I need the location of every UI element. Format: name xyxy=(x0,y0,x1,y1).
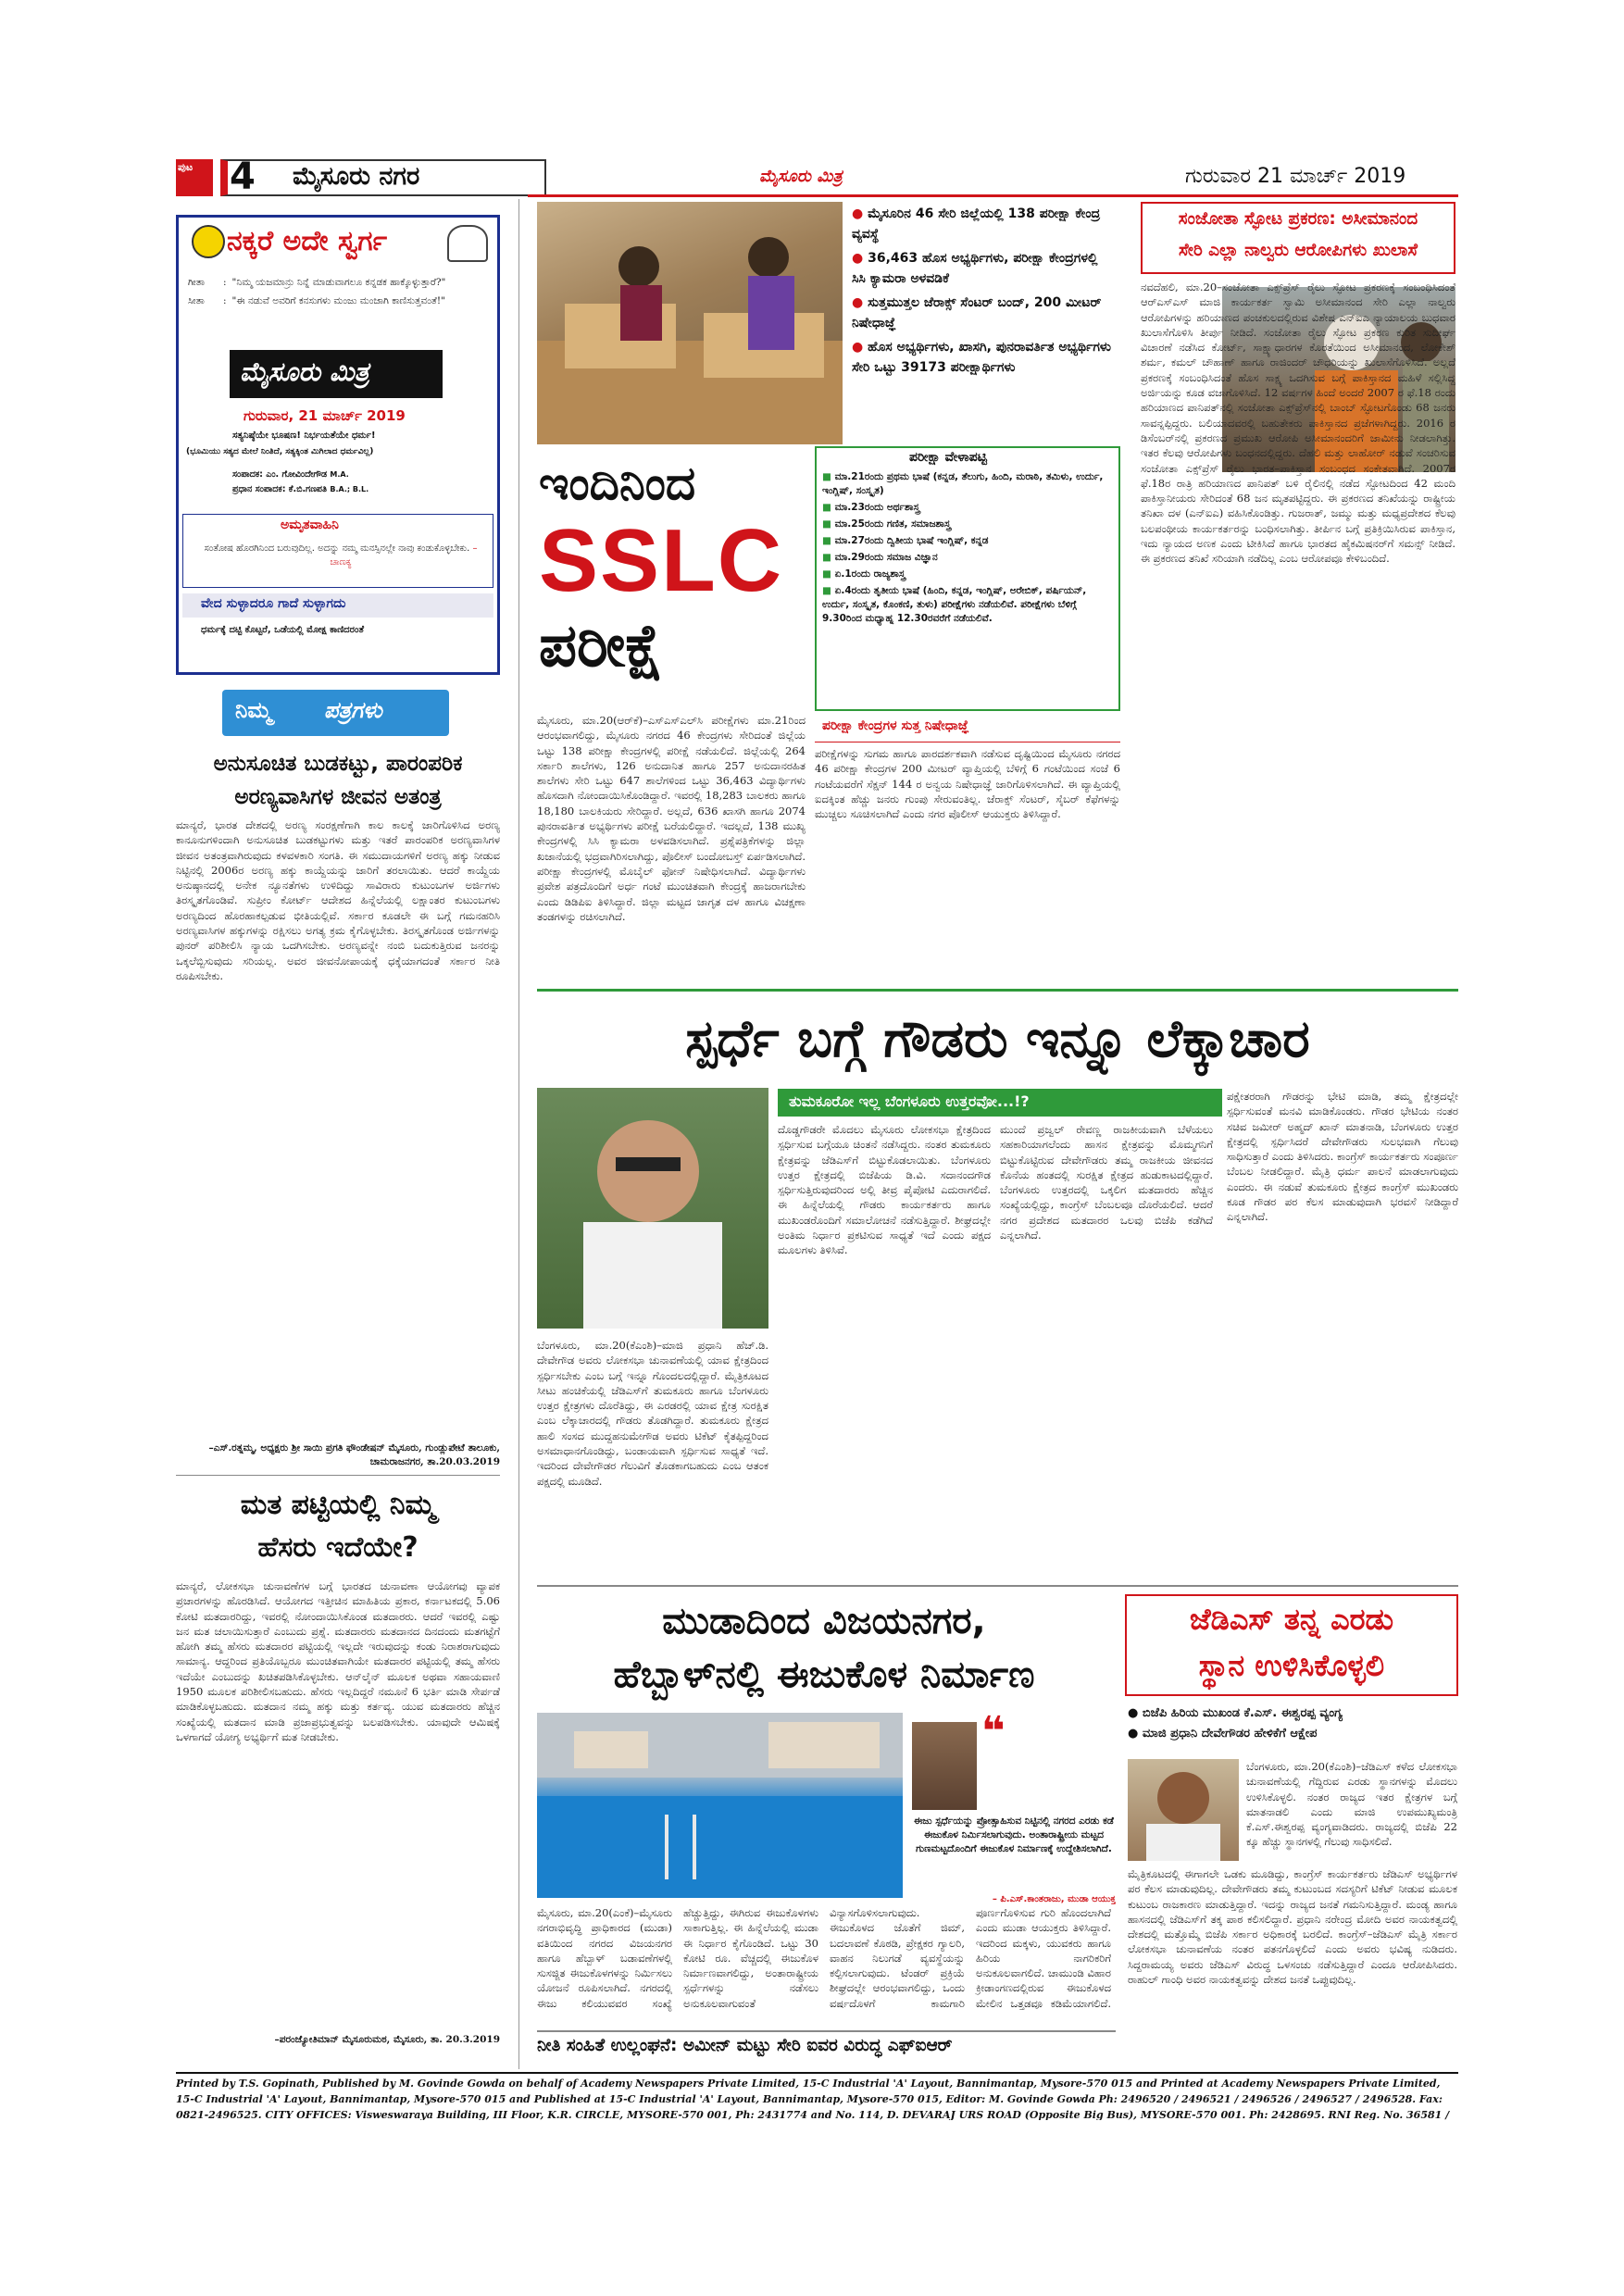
devegowda-photo xyxy=(537,1088,768,1329)
letters-divider xyxy=(176,1475,500,1476)
schedule-text: ಏ.1ರಂದು ರಾಜ್ಯಶಾಸ್ತ್ರ xyxy=(834,568,906,580)
letters-heading-1: ನಿಮ್ಮ xyxy=(235,697,272,723)
letters-column xyxy=(176,690,500,2065)
samjhauta-body: ನವದೆಹಲಿ, ಮಾ.20–ಸಂಜೋತಾ ಎಕ್ಸ್‌ಪ್ರೆಸ್ ರೈಲು ಸ್ಫೋಟ ಪ್ರಕರಣಕ್ಕೆ ಸಂಬಂಧಿಸಿದಂತೆ ಆರ್‌ಎಸ್‌ಎಸ್ ಮಾಜಿ ಕಾರ್ಯಕರ್ತ ಸ್ವಾಮಿ ಅಸೀಮಾನಂದ ಸೇರಿ ಎಲ್ಲಾ ನಾಲ್ವರು ಆರೋಪಿಗಳನ್ನು ಹರಿಯಾಣದ ಪಂಚಕುಲದಲ್ಲಿರುವ ವಿಶೇಷ ಎನ್‌ಐಎ ನ್ಯಾಯಾಲಯ ಬುಧವಾರ ಖುಲಾಸೆಗೊಳಿಸಿ ತೀರ್ಪು ನೀಡಿದೆ. ಸಂಜೋತಾ ರೈಲು ಸ್ಫೋಟ ಪ್ರಕರಣ ಕುರಿತ ಸುದೀರ್ಘ ವಿಚಾರಣೆ ನಡೆಸಿದ ಕೋರ್ಟ್, ಸಾಕ್ಷ್ಯಾಧಾರಗಳ ಕೊರತೆಯಿಂದ ಅಸೀಮಾನಂದ, ಲೋಕೇಶ್ ಶರ್ಮ, ಕಮಲ್ ಚೌಹಾಣ್ ಹಾಗೂ ರಾಜಿಂದರ್ ಚೌಧರಿಯನ್ನು ಖುಲಾಸೆಗೊಳಿಸಿದೆ. ಅಲ್ಲದೆ ಪ್ರಕರಣಕ್ಕೆ ಸಂಬಂಧಿಸಿದಂತೆ ಹೊಸ ಸಾಕ್ಷ್ಯ ಒದಗಿಸುವ ಬಗ್ಗೆ ಪಾಕಿಸ್ತಾನದ ಮಹಿಳೆ ಸಲ್ಲಿಸಿದ್ದ ಅರ್ಜಿಯನ್ನು ಕೂಡ ವಜಾಗೊಳಿಸಿದೆ. 12 ವರ್ಷಗಳ ಹಿಂದೆ ಅಂದರೆ 2007 ರ ಫೆ.18 ರಂದು ಹರಿಯಾಣದ ಪಾನಿಪತ್‌ನಲ್ಲಿ ಸಂಜೋತಾ ಎಕ್ಸ್‌ಪ್ರೆಸ್‌ನಲ್ಲಿ ಬಾಂಬ್ ಸ್ಫೋಟಗೊಂಡು 68 ಜನರು ಸಾವನ್ನಪ್ಪಿದ್ದರು. ಬಲಿಯಾದವರಲ್ಲಿ ಬಹುತೇಕರು ಪಾಕಿಸ್ತಾನದ ಪ್ರಜೆಗಳಾಗಿದ್ದರು. 2016 ರ ಡಿಸೆಂಬರ್‌ನಲ್ಲಿ ಪ್ರಕರಣದ ಪ್ರಮುಖ ಆರೋಪಿ ಅಸೀಮಾನಂದರಿಗೆ ಜಾಮೀನು ನೀಡಲಾಗಿತ್ತು. ಇತರ ಕೆಲವು ಆರೋಪಿಗಳು ಬಂಧನದಲ್ಲಿದ್ದರು. ದೆಹಲಿ ಮತ್ತು ಲಾಹೋರ್ ನಡುವೆ ಸಂಚರಿಸುವ ಸಂಜೋತಾ ಎಕ್ಸ್‌ಪ್ರೆಸ್ ರೈಲು ಭಾರತ–ಪಾಕಿಸ್ತಾನ ಸಂಬಂಧದ ಸಂಕೇತವಾಗಿದೆ. 2007ರ ಫೆ.18ರ ರಾತ್ರಿ ಹರಿಯಾಣದ ಪಾನಿಪತ್ ಬಳಿ ರೈಲಿನಲ್ಲಿ ನಡೆದ ಸ್ಫೋಟದಿಂದ 42 ಮಂದಿ ಪಾಕಿಸ್ತಾನೀಯರು ಸೇರಿದಂತೆ 68 ಜನ ಮೃತಪಟ್ಟಿದ್ದರು. ಈ ಪ್ರಕರಣದ ತನಿಖೆಯನ್ನು ರಾಷ್ಟ್ರೀಯ ತನಿಖಾ ದಳ (ಎನ್‌ಐಎ) ವಹಿಸಿಕೊಂಡಿತ್ತು. ಗುಜರಾತ್, ಜಮ್ಮು ಮತ್ತು ಮಧ್ಯಪ್ರದೇಶದ ಕೆಲವು ಬಲಪಂಥೀಯ ಕಾರ್ಯಕರ್ತರನ್ನು ಬಂಧಿಸಲಾಗಿತ್ತು. ತೀರ್ಪಿನ ಬಗ್ಗೆ ಪ್ರತಿಕ್ರಿಯಿಸಿರುವ ಪಾಕಿಸ್ತಾನ, ಇದು ನ್ಯಾಯದ ಅಣಕ ಎಂದು ಟೀಕಿಸಿದೆ ಹಾಗೂ ಭಾರತದ ಹೈಕಮಿಷನರ್‌ಗೆ ಸಮನ್ಸ್ ನೀಡಿದೆ. ಈ ಪ್ರಕರಣದ ತನಿಖೆ ಸರಿಯಾಗಿ ನಡೆದಿಲ್ಲ ಎಂಬ ಆರೋಪವೂ ಕೇಳಿಬಂದಿದೆ. xyxy=(1141,281,1455,566)
chief-editor-line xyxy=(232,484,369,494)
schedule-list xyxy=(822,470,1115,626)
schedule-item: ■ ಮಾ.25ರಂದು ಗಣಿತ, ಸಮಾಜಶಾಸ್ತ್ರ xyxy=(822,518,951,530)
muda-quote: ಈಜು ಸ್ಪರ್ಧೆಯನ್ನು ಪ್ರೋತ್ಸಾಹಿಸುವ ನಿಟ್ಟಿನಲ್ಲಿ ನಗರದ ಎರಡು ಕಡೆ ಈಜುಕೊಳ ನಿರ್ಮಿಸಲಾಗುವುದು. ಅಂತಾರಾಷ್ಟ್ರೀಯ ಮಟ್ಟದ ಗುಣಮಟ್ಟದೊಂದಿಗೆ ಈಜುಕೊಳ ನಿರ್ಮಾಣಕ್ಕೆ ಉದ್ದೇಶಿಸಲಾಗಿದೆ. xyxy=(914,1816,1114,1854)
letter2-title-line: ಹೆಸರು ಇದೆಯೇ? xyxy=(257,1531,418,1564)
jds-body-1: ಬೆಂಗಳೂರು, ಮಾ.20(ಕೆಎಂಶಿ)–ಜೆಡಿಎಸ್ ಕಳೆದ ಲೋಕಸಭಾ ಚುನಾವಣೆಯಲ್ಲಿ ಗೆದ್ದಿರುವ ಎರಡು ಸ್ಥಾನಗಳನ್ನು ಮೊದಲು ಉಳಿಸಿಕೊಳ್ಳಲಿ. ನಂತರ ರಾಜ್ಯದ ಇತರ ಕ್ಷೇತ್ರಗಳ ಬಗ್ಗೆ ಮಾತನಾಡಲಿ ಎಂದು ಮಾಜಿ ಉಪಮುಖ್ಯಮಂತ್ರಿ ಕೆ.ಎಸ್.ಈಶ್ವರಪ್ಪ ವ್ಯಂಗ್ಯವಾಡಿದರು. ರಾಜ್ಯದಲ್ಲಿ ಬಿಜೆಪಿ 22 ಕ್ಕೂ ಹೆಚ್ಚು ಸ್ಥಾನಗಳಲ್ಲಿ ಗೆಲುವು ಸಾಧಿಸಲಿದೆ. xyxy=(1246,1760,1457,1849)
jds-bullet: ● ಮಾಜಿ ಪ್ರಧಾನಿ ದೇವೇಗೌಡರ ಹೇಳಿಕೆಗೆ ಆಕ್ಷೇಪ xyxy=(1128,1727,1318,1741)
joke-sep: : xyxy=(223,277,227,288)
sslc-side-body: ಪರೀಕ್ಷೆಗಳನ್ನು ಸುಗಮ ಹಾಗೂ ಪಾರದರ್ಶಕವಾಗಿ ನಡೆಸುವ ದೃಷ್ಟಿಯಿಂದ ಮೈಸೂರು ನಗರದ 46 ಪರೀಕ್ಷಾ ಕೇಂದ್ರಗಳ 200 ಮೀಟರ್ ವ್ಯಾಪ್ತಿಯಲ್ಲಿ ಬೆಳಿಗ್ಗೆ 6 ಗಂಟೆಯಿಂದ ಸಂಜೆ 6 ಗಂಟೆಯವರೆಗೆ ಸೆಕ್ಷನ್ 144 ರ ಅನ್ವಯ ನಿಷೇಧಾಜ್ಞೆ ಜಾರಿಗೊಳಿಸಲಾಗಿದೆ. ಈ ವ್ಯಾಪ್ತಿಯಲ್ಲಿ ಐದಕ್ಕಿಂತ ಹೆಚ್ಚು ಜನರು ಗುಂಪು ಸೇರುವಂತಿಲ್ಲ. ಜೆರಾಕ್ಸ್ ಸೆಂಟರ್, ಸೈಬರ್ ಕೆಫೆಗಳನ್ನು ಮುಚ್ಚಲು ಸೂಚಿಸಲಾಗಿದೆ ಎಂದು ನಗರ ಪೊಲೀಸ್ ಆಯುಕ್ತರು ತಿಳಿಸಿದ್ದಾರೆ. xyxy=(815,747,1120,821)
sslc-bullet-text: ಸುತ್ತಮುತ್ತಲ ಜೆರಾಕ್ಸ್ ಸೆಂಟರ್ ಬಂದ್, 200 ಮೀಟರ್ ನಿಷೇಧಾಜ್ಞೆ xyxy=(852,295,1102,331)
exam-hall-illustration xyxy=(537,202,843,444)
gowda-body-3: ಮುಂದೆ ಪ್ರಜ್ವಲ್ ರೇವಣ್ಣ ರಾಜಕೀಯವಾಗಿ ಬೆಳೆಯಲು ಸಹಕಾರಿಯಾಗಲೆಂದು ಹಾಸನ ಕ್ಷೇತ್ರವನ್ನು ಮೊಮ್ಮಗನಿಗೆ ಬಿಟ್ಟುಕೊಟ್ಟಿರುವ ದೇವೇಗೌಡರು ತಮ್ಮ ರಾಜಕೀಯ ಜೀವನದ ಕೊನೆಯ ಹಂತದಲ್ಲಿ ಸುರಕ್ಷಿತ ಕ್ಷೇತ್ರದ ಹುಡುಕಾಟದಲ್ಲಿದ್ದಾರೆ. ಬೆಂಗಳೂರು ಉತ್ತರದಲ್ಲಿ ಒಕ್ಕಲಿಗ ಮತದಾರರು ಹೆಚ್ಚಿನ ಸಂಖ್ಯೆಯಲ್ಲಿದ್ದು, ಕಾಂಗ್ರೆಸ್ ಬೆಂಬಲವೂ ದೊರೆಯಲಿದೆ. ಆದರೆ ನಗರ ಪ್ರದೇಶದ ಮತದಾರರ ಒಲವು ಬಿಜೆಪಿ ಕಡೆಗಿದೆ ಎನ್ನಲಾಗಿದೆ. xyxy=(1000,1123,1213,1242)
joke-lines xyxy=(188,275,489,308)
jds-bullets xyxy=(1128,1703,1456,1744)
sslc-bullet-text: 36,463 ಹೊಸ ಅಭ್ಯರ್ಥಿಗಳು, ಪರೀಕ್ಷಾ ಕೇಂದ್ರಗಳಲ್ಲಿ ಸಿಸಿ ಕ್ಯಾಮರಾ ಅಳವಡಿಕೆ xyxy=(852,251,1098,286)
eshwarappa-illustration xyxy=(1128,1759,1239,1861)
section-rule xyxy=(537,1585,1458,1587)
samjhauta-headline-line: ಸೇರಿ ಎಲ್ಲಾ ನಾಲ್ವರು ಆರೋಪಿಗಳು ಖುಲಾಸೆ xyxy=(1179,241,1418,260)
quote-text: ಸಂತೋಷ ಹೊರಗಿನಿಂದ ಬರುವುದಿಲ್ಲ. ಅದನ್ನು ನಮ್ಮ ಮನಸ್ಸಿನಲ್ಲೇ ನಾವು ಕಂಡುಕೊಳ್ಳಬೇಕು. xyxy=(204,543,470,554)
box-date: ಗುರುವಾರ, 21 ಮಾರ್ಚ್ 2019 xyxy=(244,407,406,424)
laugh-emoji-icon xyxy=(192,225,225,258)
sslc-bullet: ● ಸುತ್ತಮುತ್ತಲ ಜೆರಾಕ್ಸ್ ಸೆಂಟರ್ ಬಂದ್, 200 ಮೀಟರ್ ನಿಷೇಧಾಜ್ಞೆ xyxy=(852,295,1102,331)
schedule-item: ■ ಏ.1ರಂದು ರಾಜ್ಯಶಾಸ್ತ್ರ xyxy=(822,568,906,580)
paper-logo-small: ಮೈಸೂರು ಮಿತ್ರ xyxy=(759,167,843,186)
editor-name: ಸಂಪಾದಕ: ಎಂ. ಗೋವಿಂದೇಗೌಡ xyxy=(232,469,328,480)
sslc-bullet-text: ಮೈಸೂರಿನ 46 ಸೇರಿ ಜಿಲ್ಲೆಯಲ್ಲಿ 138 ಪರೀಕ್ಷಾ ಕೇಂದ್ರ ವ್ಯವಸ್ಥೆ xyxy=(852,206,1101,242)
sslc-bullet: ● ಮೈಸೂರಿನ 46 ಸೇರಿ ಜಿಲ್ಲೆಯಲ್ಲಿ 138 ಪರೀಕ್ಷಾ ಕೇಂದ್ರ ವ್ಯವಸ್ಥೆ xyxy=(852,206,1101,242)
joke-line xyxy=(188,275,489,290)
eshwarappa-photo xyxy=(1128,1759,1239,1861)
schedule-title: ಪರೀಕ್ಷಾ ವೇಳಾಪಟ್ಟಿ xyxy=(909,450,987,465)
schedule-text: ಮಾ.29ರಂದು ಸಮಾಜ ವಿಜ್ಞಾನ xyxy=(834,552,938,563)
schedule-text: ಮಾ.21ರಂದು ಪ್ರಥಮ ಭಾಷೆ (ಕನ್ನಡ, ತೆಲುಗು, ಹಿಂದಿ, ಮರಾಠಿ, ತಮಿಳು, ಉರ್ದು, ಇಂಗ್ಲಿಷ್, ಸಂಸ್ಕೃತ) xyxy=(822,471,1104,496)
letter1-sign: –ಎಸ್.ರತ್ನಮ್ಮ, ಅಧ್ಯಕ್ಷರು ಶ್ರೀ ಸಾಯಿ ಪ್ರಗತಿ ಫೌಂಡೇಷನ್ ಮೈಸೂರು, ಗುಂಡ್ಲುಪೇಟೆ ತಾಲೂಕು, ಚಾಮರಾಜನಗರ, ತಾ.20.03.2019 xyxy=(208,1442,500,1467)
letter1-title xyxy=(176,747,500,814)
proverb-title: ವೇದ ಸುಳ್ಳಾದರೂ ಗಾದೆ ಸುಳ್ಳಾಗದು xyxy=(201,596,346,611)
letter1-title-line: ಅನುಸೂಚಿತ ಬುಡಕಟ್ಟು, ಪಾರಂಪರಿಕ xyxy=(213,752,463,776)
joke-speaker: ಸೀತಾ xyxy=(188,295,205,306)
schedule-text: ಮಾ.27ರಂದು ದ್ವಿತೀಯ ಭಾಷೆ ಇಂಗ್ಲಿಷ್, ಕನ್ನಡ xyxy=(834,535,989,546)
editor-qual: M.A. xyxy=(330,470,349,479)
letter2-title-line: ಮತ ಪಟ್ಟಿಯಲ್ಲಿ ನಿಮ್ಮ xyxy=(240,1489,436,1521)
gowda-body-2: ದೊಡ್ಡಗೌಡರೇ ಮೊದಲು ಮೈಸೂರು ಲೋಕಸಭಾ ಕ್ಷೇತ್ರದಿಂದ ಸ್ಪರ್ಧಿಸುವ ಬಗ್ಗೆಯೂ ಚಿಂತನೆ ನಡೆಸಿದ್ದರು. ನಂತರ ತುಮಕೂರು ಕ್ಷೇತ್ರವನ್ನು ಜೆಡಿಎಸ್‌ಗೆ ಬಿಟ್ಟುಕೊಡಲಾಯಿತು. ಬೆಂಗಳೂರು ಉತ್ತರ ಕ್ಷೇತ್ರದಲ್ಲಿ ಬಿಜೆಪಿಯ ಡಿ.ವಿ. ಸದಾನಂದಗೌಡ ಸ್ಪರ್ಧಿಸುತ್ತಿರುವುದರಿಂದ ಅಲ್ಲಿ ತೀವ್ರ ಪೈಪೋಟಿ ಎದುರಾಗಲಿದೆ. ಈ ಹಿನ್ನೆಲೆಯಲ್ಲಿ ಗೌಡರು ಕಾರ್ಯಕರ್ತರು ಹಾಗೂ ಮುಖಂಡರೊಂದಿಗೆ ಸಮಾಲೋಚನೆ ನಡೆಸುತ್ತಿದ್ದಾರೆ. ಶೀಘ್ರದಲ್ಲೇ ಅಂತಿಮ ನಿರ್ಧಾರ ಪ್ರಕಟಿಸುವ ಸಾಧ್ಯತೆ ಇದೆ ಎಂದು ಪಕ್ಷದ ಮೂಲಗಳು ತಿಳಿಸಿವೆ. xyxy=(778,1123,991,1257)
schedule-item: ■ ಮಾ.29ರಂದು ಸಮಾಜ ವಿಜ್ಞಾನ xyxy=(822,552,938,563)
sslc-headline-3: ಪರೀಕ್ಷೆ xyxy=(539,612,664,680)
header-date: ಗುರುವಾರ 21 ಮಾರ್ಚ್ 2019 xyxy=(1185,165,1406,188)
proverb-text: ಧರ್ಮಕ್ಕೆ ದಟ್ಟಿ ಕೊಟ್ಟರೆ, ಒಡೆಯಲ್ಲಿ ಮೋಕ್ಷ ಕಾಣಿದರಂತೆ xyxy=(201,625,365,635)
joke-line xyxy=(188,293,489,308)
muda-headline xyxy=(537,1594,1111,1702)
gowda-headline: ಸ್ಪರ್ಧೆ ಬಗ್ಗೆ ಗೌಡರು ಇನ್ನೂ ಲೆಕ್ಕಾಚಾರ xyxy=(685,1009,1310,1069)
letter2-body: ಮಾನ್ಯರೆ, ಲೋಕಸಭಾ ಚುನಾವಣೆಗಳ ಬಗ್ಗೆ ಭಾರತದ ಚುನಾವಣಾ ಆಯೋಗವು ವ್ಯಾಪಕ ಪ್ರಚಾರಗಳನ್ನು ಹೊರಡಿಸಿದೆ. ಆಯೋಗದ ಇತ್ತೀಚಿನ ಮಾಹಿತಿಯ ಪ್ರಕಾರ, ಕರ್ನಾಟಕದಲ್ಲಿ 5.06 ಕೋಟಿ ಮತದಾರರಿದ್ದು, ಇವರಲ್ಲಿ ನೋಂದಾಯಿಸಿಕೊಂಡ ಮತದಾರರು. ಆದರೆ ಇವರಲ್ಲಿ ಎಷ್ಟು ಜನ ಮತ ಚಲಾಯಿಸುತ್ತಾರೆ ಎಂಬುದು ಪ್ರಶ್ನೆ. ಮತದಾರರು ಮತದಾನದ ದಿನದಂದು ಮತಗಟ್ಟೆಗೆ ಹೋಗಿ ತಮ್ಮ ಹೆಸರು ಮತದಾರರ ಪಟ್ಟಿಯಲ್ಲಿ ಇಲ್ಲದೇ ಇರುವುದನ್ನು ಕಂಡು ನಿರಾಶರಾಗುವುದು ಸಾಮಾನ್ಯ. ಆದ್ದರಿಂದ ಪ್ರತಿಯೊಬ್ಬರೂ ಮುಂಚಿತವಾಗಿಯೇ ಮತದಾರರ ಪಟ್ಟಿಯಲ್ಲಿ ತಮ್ಮ ಹೆಸರು ಇದೆಯೇ ಎಂಬುದನ್ನು ಖಚಿತಪಡಿಸಿಕೊಳ್ಳಬೇಕು. ಆನ್‌ಲೈನ್ ಮೂಲಕ ಅಥವಾ ಸಹಾಯವಾಣಿ 1950 ಮೂಲಕ ಪರಿಶೀಲಿಸಬಹುದು. ಹೆಸರು ಇಲ್ಲದಿದ್ದರೆ ನಮೂನೆ 6 ಭರ್ತಿ ಮಾಡಿ ಸೇರ್ಪಡೆ ಮಾಡಿಕೊಳ್ಳಬಹುದು. ಮತದಾನ ನಮ್ಮ ಹಕ್ಕು ಮತ್ತು ಕರ್ತವ್ಯ. ಯುವ ಮತದಾರರು ಹೆಚ್ಚಿನ ಸಂಖ್ಯೆಯಲ್ಲಿ ಮತದಾನ ಮಾಡಿ ಪ್ರಜಾಪ್ರಭುತ್ವವನ್ನು ಬಲಪಡಿಸಬೇಕು. ಯಾವುದೇ ಆಮಿಷಕ್ಕೆ ಒಳಗಾಗದೆ ಯೋಗ್ಯ ಅಭ್ಯರ್ಥಿಗೆ ಮತ ನೀಡಬೇಕು. xyxy=(176,1579,500,1743)
sslc-headline-2: SSLC xyxy=(539,511,784,610)
schedule-text: ಏ.4ರಂದು ತೃತೀಯ ಭಾಷೆ (ಹಿಂದಿ, ಕನ್ನಡ, ಇಂಗ್ಲಿಷ್, ಅರೇಬಿಕ್, ಪರ್ಷಿಯನ್, ಉರ್ದು, ಸಂಸ್ಕೃತ, ಕೊಂಕಣಿ, ತುಳು) ಪರೀಕ್ಷೆಗಳು ನಡೆಯಲಿವೆ. ಪರೀಕ್ಷೆಗಳು ಬೆಳಿಗ್ಗೆ 9.30ರಿಂದ ಮಧ್ಯಾಹ್ನ 12.30ರವರೆಗೆ ನಡೆಯಲಿವೆ. xyxy=(822,585,1087,624)
letter2-sign: –ಪರಂಜ್ಯೋತಿಮಾನ್ ಮೈಸೂರುಮಠ, ಮೈಸೂರು, ತಾ. 20.3.2019 xyxy=(274,2034,500,2045)
schedule-item: ■ ಏ.4ರಂದು ತೃತೀಯ ಭಾಷೆ (ಹಿಂದಿ, ಕನ್ನಡ, ಇಂಗ್ಲಿಷ್, ಅರೇಬಿಕ್, ಪರ್ಷಿಯನ್, ಉರ್ದು, ಸಂಸ್ಕೃತ, ಕೊಂಕಣಿ, ತುಳು) ಪರೀಕ್ಷೆಗಳು ನಡೆಯಲಿವೆ. ಪರೀಕ್ಷೆಗಳು ಬೆಳಿಗ್ಗೆ 9.30ರಿಂದ ಮಧ್ಯಾಹ್ನ 12.30ರವರೆಗೆ ನಡೆಯಲಿವೆ. xyxy=(822,585,1087,624)
exam-schedule-box xyxy=(815,446,1120,711)
chief-editor-name: ಪ್ರಧಾನ ಸಂಪಾದಕ: ಕೆ.ಬಿ.ಗಣಪತಿ xyxy=(232,484,328,494)
letter1-title-line: ಅರಣ್ಯವಾಸಿಗಳ ಜೀವನ ಅತಂತ್ರ xyxy=(234,785,442,809)
gowda-body-1: ಬೆಂಗಳೂರು, ಮಾ.20(ಕೆಎಂಶಿ)–ಮಾಜಿ ಪ್ರಧಾನಿ ಹೆಚ್.ಡಿ. ದೇವೇಗೌಡ ಅವರು ಲೋಕಸಭಾ ಚುನಾವಣೆಯಲ್ಲಿ ಯಾವ ಕ್ಷೇತ್ರದಿಂದ ಸ್ಪರ್ಧಿಸಬೇಕು ಎಂಬ ಬಗ್ಗೆ ಇನ್ನೂ ಗೊಂದಲದಲ್ಲಿದ್ದಾರೆ. ಮೈತ್ರಿಕೂಟದ ಸೀಟು ಹಂಚಿಕೆಯಲ್ಲಿ ಜೆಡಿಎಸ್‌ಗೆ ತುಮಕೂರು ಹಾಗೂ ಬೆಂಗಳೂರು ಉತ್ತರ ಕ್ಷೇತ್ರಗಳು ದೊರೆತಿದ್ದು, ಈ ಎರಡರಲ್ಲಿ ಯಾವ ಕ್ಷೇತ್ರ ಸುರಕ್ಷಿತ ಎಂಬ ಲೆಕ್ಕಾಚಾರದಲ್ಲಿ ಗೌಡರು ತೊಡಗಿದ್ದಾರೆ. ತುಮಕೂರು ಕ್ಷೇತ್ರದ ಹಾಲಿ ಸಂಸದ ಮುದ್ದಹನುಮೇಗೌಡ ಅವರು ಟಿಕೆಟ್ ಕೈತಪ್ಪಿದ್ದರಿಂದ ಅಸಮಾಧಾನಗೊಂಡಿದ್ದು, ಬಂಡಾಯವಾಗಿ ಸ್ಪರ್ಧಿಸುವ ಸಾಧ್ಯತೆ ಇದೆ. ಇದರಿಂದ ದೇವೇಗೌಡರ ಗೆಲುವಿಗೆ ತೊಡಕಾಗಬಹುದು ಎಂಬ ಆತಂಕ ಪಕ್ಷದಲ್ಲಿ ಮೂಡಿದೆ. xyxy=(537,1339,768,1488)
muda-headline-line: ಹೆಬ್ಬಾಳ್‌ನಲ್ಲಿ ಈಜುಕೊಳ ನಿರ್ಮಾಣ xyxy=(613,1653,1035,1696)
election-body xyxy=(537,2063,1116,2065)
letter1-body: ಮಾನ್ಯರೆ, ಭಾರತ ದೇಶದಲ್ಲಿ ಅರಣ್ಯ ಸಂರಕ್ಷಣೆಗಾಗಿ ಕಾಲ ಕಾಲಕ್ಕೆ ಜಾರಿಗೊಳಿಸಿದ ಅರಣ್ಯ ಕಾನೂನುಗಳಿಂದಾಗಿ ಅನುಸೂಚಿತ ಬುಡಕಟ್ಟುಗಳು ಮತ್ತು ಇತರೆ ಪಾರಂಪರಿಕ ಅರಣ್ಯವಾಸಿಗಳ ಜೀವನ ಅತಂತ್ರವಾಗಿರುವುದು ಕಳವಳಕಾರಿ ಸಂಗತಿ. ಈ ಸಮುದಾಯಗಳಿಗೆ ಅರಣ್ಯ ಹಕ್ಕು ನೀಡುವ ನಿಟ್ಟಿನಲ್ಲಿ 2006ರ ಅರಣ್ಯ ಹಕ್ಕು ಕಾಯ್ದೆಯನ್ನು ಜಾರಿಗೆ ತರಲಾಯಿತು. ಆದರೆ ಕಾಯ್ದೆಯ ಅನುಷ್ಠಾನದಲ್ಲಿ ಅನೇಕ ನ್ಯೂನತೆಗಳು ಉಳಿದಿದ್ದು ಸಾವಿರಾರು ಕುಟುಂಬಗಳ ಅರ್ಜಿಗಳು ತಿರಸ್ಕೃತಗೊಂಡಿವೆ. ಸುಪ್ರೀಂ ಕೋರ್ಟ್ ಆದೇಶದ ಹಿನ್ನೆಲೆಯಲ್ಲಿ ಲಕ್ಷಾಂತರ ಕುಟುಂಬಗಳು ಅರಣ್ಯದಿಂದ ಹೊರಹಾಕಲ್ಪಡುವ ಭೀತಿಯಲ್ಲಿವೆ. ಸರ್ಕಾರ ಕೂಡಲೇ ಈ ಬಗ್ಗೆ ಗಮನಹರಿಸಿ ಅರಣ್ಯವಾಸಿಗಳ ಹಕ್ಕುಗಳನ್ನು ರಕ್ಷಿಸಲು ಅಗತ್ಯ ಕ್ರಮ ಕೈಗೊಳ್ಳಬೇಕು. ತಿರಸ್ಕೃತಗೊಂಡ ಅರ್ಜಿಗಳನ್ನು ಪುನರ್ ಪರಿಶೀಲಿಸಿ ನ್ಯಾಯ ಒದಗಿಸಬೇಕು. ಅರಣ್ಯವನ್ನೇ ನಂಬಿ ಬದುಕುತ್ತಿರುವ ಜನರನ್ನು ಒಕ್ಕಲೆಬ್ಬಿಸುವುದು ಸರಿಯಲ್ಲ. ಅವರ ಜೀವನೋಪಾಯಕ್ಕೆ ಧಕ್ಕೆಯಾಗದಂತೆ ಸರ್ಕಾರ ನೀತಿ ರೂಪಿಸಬೇಕು. xyxy=(176,818,500,982)
quote-body xyxy=(197,542,484,569)
jds-body-2: ಮೈತ್ರಿಕೂಟದಲ್ಲಿ ಈಗಾಗಲೇ ಒಡಕು ಮೂಡಿದ್ದು, ಕಾಂಗ್ರೆಸ್ ಕಾರ್ಯಕರ್ತರು ಜೆಡಿಎಸ್ ಅಭ್ಯರ್ಥಿಗಳ ಪರ ಕೆಲಸ ಮಾಡುವುದಿಲ್ಲ. ದೇವೇಗೌಡರು ತಮ್ಮ ಕುಟುಂಬದ ಸದಸ್ಯರಿಗೆ ಟಿಕೆಟ್ ನೀಡುವ ಮೂಲಕ ಕುಟುಂಬ ರಾಜಕಾರಣ ಮಾಡುತ್ತಿದ್ದಾರೆ. ಇದನ್ನು ರಾಜ್ಯದ ಜನತೆ ಗಮನಿಸುತ್ತಿದ್ದಾರೆ. ಮಂಡ್ಯ ಹಾಗೂ ಹಾಸನದಲ್ಲಿ ಜೆಡಿಎಸ್‌ಗೆ ತಕ್ಕ ಪಾಠ ಕಲಿಸಲಿದ್ದಾರೆ. ಪ್ರಧಾನಿ ನರೇಂದ್ರ ಮೋದಿ ಅವರ ನಾಯಕತ್ವದಲ್ಲಿ ದೇಶದಲ್ಲಿ ಮತ್ತೊಮ್ಮೆ ಬಿಜೆಪಿ ಸರ್ಕಾರ ಅಧಿಕಾರಕ್ಕೆ ಬರಲಿದೆ. ಕಾಂಗ್ರೆಸ್–ಜೆಡಿಎಸ್ ಮೈತ್ರಿ ಸರ್ಕಾರ ಲೋಕಸಭಾ ಚುನಾವಣೆಯ ನಂತರ ಪತನಗೊಳ್ಳಲಿದೆ ಎಂದು ಅವರು ಭವಿಷ್ಯ ನುಡಿದರು. ಸಿದ್ದರಾಮಯ್ಯ ಅವರು ಜೆಡಿಎಸ್ ವಿರುದ್ಧ ಒಳಸಂಚು ನಡೆಸುತ್ತಿದ್ದಾರೆ ಎಂದೂ ಆರೋಪಿಸಿದರು. ರಾಹುಲ್ ಗಾಂಧಿ ಅವರ ನಾಯಕತ್ವವನ್ನು ದೇಶದ ಜನತೆ ಒಪ್ಪುವುದಿಲ್ಲ. xyxy=(1128,1867,1457,1987)
joke-speaker: ಗೀತಾ xyxy=(188,277,206,288)
chief-editor-qual: B.A.; B.L. xyxy=(330,485,369,493)
joke-text: "ನಿಮ್ಮ ಯಜಮಾನ್ರು ನಿನ್ನೆ ಮಾಡುವಾಗಲೂ ಕನ್ನಡಕ ಹಾಕ್ಕೊಳ್ಳುತ್ತಾರೆ?" xyxy=(231,277,446,288)
joke-box xyxy=(176,215,500,675)
sslc-headline-1: ಇಂದಿನಿಂದ xyxy=(539,456,696,510)
muda-quote-photo xyxy=(912,1722,977,1810)
schedule-text: ಮಾ.23ರಂದು ಅರ್ಥಶಾಸ್ತ್ರ xyxy=(834,502,920,513)
page-header xyxy=(176,156,1458,198)
joke-title: ನಕ್ಕರೆ ಅದೇ ಸ್ವರ್ಗ xyxy=(227,225,388,257)
sslc-side-title: ಪರೀಕ್ಷಾ ಕೇಂದ್ರಗಳ ಸುತ್ತ ನಿಷೇಧಾಜ್ಞೆ xyxy=(815,718,1120,742)
samjhauta-headline xyxy=(1141,202,1455,274)
sslc-bullets xyxy=(852,204,1113,378)
gowda-kicker: ತುಮಕೂರೋ ಇಲ್ಲ ಬೆಂಗಳೂರು ಉತ್ತರವೋ...!? xyxy=(778,1089,1222,1117)
page-number: 4 xyxy=(230,156,256,198)
schedule-item: ■ ಮಾ.27ರಂದು ದ್ವಿತೀಯ ಭಾಷೆ ಇಂಗ್ಲಿಷ್, ಕನ್ನಡ xyxy=(822,535,989,546)
swimming-pool-photo xyxy=(537,1713,903,1898)
schedule-text: ಮಾ.25ರಂದು ಗಣಿತ, ಸಮಾಜಶಾಸ್ತ್ರ xyxy=(834,518,951,530)
schedule-item: ■ ಮಾ.23ರಂದು ಅರ್ಥಶಾಸ್ತ್ರ xyxy=(822,502,920,513)
section-rule xyxy=(537,989,1458,992)
page-label: ಪುಟ xyxy=(178,161,194,173)
sslc-headline xyxy=(539,454,817,683)
joke-sep: : xyxy=(223,295,227,306)
editor-line xyxy=(232,469,349,480)
header-rule xyxy=(528,194,1458,197)
election-headline: ನೀತಿ ಸಂಹಿತೆ ಉಲ್ಲಂಘನೆ: ಅಮೀನ್ ಮಟ್ಟು ಸೇರಿ ಐವರ ವಿರುದ್ಧ ಎಫ್‌ಐಆರ್ xyxy=(537,2030,1116,2060)
muda-quote-mark: ❝ xyxy=(981,1708,1006,1755)
motto-2: (ಭೂಮಿಯು ಸತ್ಯದ ಮೇಲೆ ನಿಂತಿದೆ, ಸತ್ಯಕ್ಕಿಂತ ಮಿಗಿಲಾದ ಧರ್ಮವಿಲ್ಲ) xyxy=(186,447,374,456)
muda-quote-author: – ಪಿ.ಎಸ್.ಕಾಂತರಾಜು, ಮುಡಾ ಆಯುಕ್ತ xyxy=(992,1894,1116,1904)
gowda-body-4: ಪಕ್ಷೇತರರಾಗಿ ಗೌಡರನ್ನು ಭೇಟಿ ಮಾಡಿ, ತಮ್ಮ ಕ್ಷೇತ್ರದಲ್ಲೇ ಸ್ಪರ್ಧಿಸುವಂತೆ ಮನವಿ ಮಾಡಿಕೊಂಡರು. ಗೌಡರ ಭೇಟಿಯ ನಂತರ ಸಚಿವ ಜಮೀರ್ ಅಹ್ಮದ್ ಖಾನ್ ಮಾತನಾಡಿ, ಬೆಂಗಳೂರು ಉತ್ತರ ಕ್ಷೇತ್ರದಲ್ಲಿ ಸ್ಪರ್ಧಿಸಿದರೆ ದೇವೇಗೌಡರು ಸುಲಭವಾಗಿ ಗೆಲುವು ಸಾಧಿಸುತ್ತಾರೆ ಎಂದು ತಿಳಿಸಿದರು. ಕಾಂಗ್ರೆಸ್ ಕಾರ್ಯಕರ್ತರು ಸಂಪೂರ್ಣ ಬೆಂಬಲ ನೀಡಲಿದ್ದಾರೆ. ಮೈತ್ರಿ ಧರ್ಮ ಪಾಲನೆ ಮಾಡಲಾಗುವುದು ಎಂದರು. ಈ ನಡುವೆ ತುಮಕೂರು ಕ್ಷೇತ್ರದ ಕಾಂಗ್ರೆಸ್ ಮುಖಂಡರು ಕೂಡ ಗೌಡರ ಪರ ಕೆಲಸ ಮಾಡುವುದಾಗಿ ಭರವಸೆ ನೀಡಿದ್ದಾರೆ ಎನ್ನಲಾಗಿದೆ. xyxy=(1227,1090,1458,1224)
sslc-bullet: ● ಹೊಸ ಅಭ್ಯರ್ಥಿಗಳು, ಖಾಸಗಿ, ಪುನರಾವರ್ತಿತ ಅಭ್ಯರ್ಥಿಗಳು ಸೇರಿ ಒಟ್ಟು 39173 ಪರೀಕ್ಷಾರ್ಥಿಗಳು xyxy=(852,340,1111,375)
schedule-item: ■ ಮಾ.21ರಂದು ಪ್ರಥಮ ಭಾಷೆ (ಕನ್ನಡ, ತೆಲುಗು, ಹಿಂದಿ, ಮರಾಠಿ, ತಮಿಳು, ಉರ್ದು, ಇಂಗ್ಲಿಷ್, ಸಂಸ್ಕೃತ) xyxy=(822,471,1104,496)
samjhauta-photo-mask xyxy=(1220,285,1457,474)
sslc-body-cont xyxy=(815,842,1120,981)
muda-body: ಮೈಸೂರು, ಮಾ.20(ಎಂಕೆ)–ಮೈಸೂರು ನಗರಾಭಿವೃದ್ಧಿ ಪ್ರಾಧಿಕಾರದ (ಮುಡಾ) ವತಿಯಿಂದ ನಗರದ ವಿಜಯನಗರ ಹಾಗೂ ಹೆಬ್ಬಾಳ್ ಬಡಾವಣೆಗಳಲ್ಲಿ ಸುಸಜ್ಜಿತ ಈಜುಕೊಳಗಳನ್ನು ನಿರ್ಮಿಸಲು ಯೋಜನೆ ರೂಪಿಸಲಾಗಿದೆ. ನಗರದಲ್ಲಿ ಈಜು ಕಲಿಯುವವರ ಸಂಖ್ಯೆ ಹೆಚ್ಚುತ್ತಿದ್ದು, ಈಗಿರುವ ಈಜುಕೊಳಗಳು ಸಾಕಾಗುತ್ತಿಲ್ಲ. ಈ ಹಿನ್ನೆಲೆಯಲ್ಲಿ ಮುಡಾ ಈ ನಿರ್ಧಾರ ಕೈಗೊಂಡಿದೆ. ಒಟ್ಟು 30 ಕೋಟಿ ರೂ. ವೆಚ್ಚದಲ್ಲಿ ಈಜುಕೊಳ ನಿರ್ಮಾಣವಾಗಲಿದ್ದು, ಅಂತಾರಾಷ್ಟ್ರೀಯ ಸ್ಪರ್ಧೆಗಳನ್ನು ನಡೆಸಲು ಅನುಕೂಲವಾಗುವಂತೆ ವಿನ್ಯಾಸಗೊಳಿಸಲಾಗುವುದು. ಈಜುಕೊಳದ ಜೊತೆಗೆ ಜಿಮ್, ಬದಲಾವಣೆ ಕೊಠಡಿ, ಪ್ರೇಕ್ಷಕರ ಗ್ಯಾಲರಿ, ವಾಹನ ನಿಲುಗಡೆ ವ್ಯವಸ್ಥೆಯನ್ನು ಕಲ್ಪಿಸಲಾಗುವುದು. ಟೆಂಡರ್ ಪ್ರಕ್ರಿಯೆ ಶೀಘ್ರದಲ್ಲೇ ಆರಂಭವಾಗಲಿದ್ದು, ಒಂದು ವರ್ಷದೊಳಗೆ ಕಾಮಗಾರಿ ಪೂರ್ಣಗೊಳಿಸುವ ಗುರಿ ಹೊಂದಲಾಗಿದೆ ಎಂದು ಮುಡಾ ಆಯುಕ್ತರು ತಿಳಿಸಿದ್ದಾರೆ. ಇದರಿಂದ ಮಕ್ಕಳು, ಯುವಕರು ಹಾಗೂ ಹಿರಿಯ ನಾಗರಿಕರಿಗೆ ಅನುಕೂಲವಾಗಲಿದೆ. ಚಾಮುಂಡಿ ವಿಹಾರ ಕ್ರೀಡಾಂಗಣದಲ್ಲಿರುವ ಈಜುಕೊಳದ ಮೇಲಿನ ಒತ್ತಡವೂ ಕಡಿಮೆಯಾಗಲಿದೆ. xyxy=(537,1906,1111,2010)
jds-headline xyxy=(1125,1594,1458,1696)
imprint: Printed by T.S. Gopinath, Published by M. Govinde Gowda on behalf of Academy Newspapers Private Limited, 15-C Industrial 'A' Layout, Bannimantap, Mysore-570 015 and Printed at Academy Newspapers Private Limited, 15-C Industrial 'A' Layout, Bannimantap, Mysore-570 015 and Published at 15-C Industrial 'A' Layout, Bannimantap, Mysore-570 015, Editor: M. Govinde Gowda Ph: 2496520 / 2496521 / 2496526 / 2496527 / 2496528. Fax: 0821-2496525. CITY OFFICES: Visweswaraya Building, III Floor, K.R. CIRCLE, MYSORE-570 001, Ph: 2431774 and No. 114, D. DEVARAJ URS ROAD (Opposite Big Bus), MYSORE-570 001. Ph: 2428695. RNI Reg. No. 36581 / xyxy=(176,2072,1458,2120)
jds-headline-line: ಸ್ಥಾನ ಉಳಿಸಿಕೊಳ್ಳಲಿ xyxy=(1198,1648,1385,1683)
motto-1: ಸತ್ಯನಿಷ್ಠೆಯೇ ಭೂಷಣ! ನಿರ್ಭಯತೆಯೇ ಧರ್ಮ! xyxy=(232,430,376,441)
jds-bullet-text: ಬಿಜೆಪಿ ಹಿರಿಯ ಮುಖಂಡ ಕೆ.ಎಸ್. ಈಶ್ವರಪ್ಪ ವ್ಯಂಗ್ಯ xyxy=(1142,1706,1343,1720)
sslc-bullet: ● 36,463 ಹೊಸ ಅಭ್ಯರ್ಥಿಗಳು, ಪರೀಕ್ಷಾ ಕೇಂದ್ರಗಳಲ್ಲಿ ಸಿಸಿ ಕ್ಯಾಮರಾ ಅಳವಡಿಕೆ xyxy=(852,251,1098,286)
jds-bullet-text: ಮಾಜಿ ಪ್ರಧಾನಿ ದೇವೇಗೌಡರ ಹೇಳಿಕೆಗೆ ಆಕ್ಷೇಪ xyxy=(1142,1727,1318,1741)
jds-bullet: ● ಬಿಜೆಪಿ ಹಿರಿಯ ಮುಖಂಡ ಕೆ.ಎಸ್. ಈಶ್ವರಪ್ಪ ವ್ಯಂಗ್ಯ xyxy=(1128,1706,1343,1720)
joke-text: "ಈ ನಡುವೆ ಅವರಿಗೆ ಕನಸುಗಳು ಮಂಜು ಮಂಜಾಗಿ ಕಾಣಿಸುತ್ತವಂತೆ!" xyxy=(231,295,445,306)
quote-title: ಅಮೃತವಾಹಿನಿ xyxy=(281,518,339,532)
section-title: ಮೈಸೂರು ನಗರ xyxy=(293,162,420,191)
joke-cartoon-icon xyxy=(447,225,488,262)
exam-hall-photo xyxy=(537,202,843,444)
mitra-logo: ಮೈಸೂರು ಮಿತ್ರ xyxy=(240,356,369,387)
sslc-body: ಮೈಸೂರು, ಮಾ.20(ಆರ್‌ಕೆ)–ಎಸ್‌ಎಸ್‌ಎಲ್‌ಸಿ ಪರೀಕ್ಷೆಗಳು ಮಾ.21ರಿಂದ ಆರಂಭವಾಗಲಿದ್ದು, ಮೈಸೂರು ನಗರದ 46 ಕೇಂದ್ರಗಳು ಸೇರಿದಂತೆ ಜಿಲ್ಲೆಯ ಒಟ್ಟು 138 ಪರೀಕ್ಷಾ ಕೇಂದ್ರಗಳಲ್ಲಿ ಪರೀಕ್ಷೆ ನಡೆಯಲಿದೆ. ಜಿಲ್ಲೆಯಲ್ಲಿ 264 ಸರ್ಕಾರಿ ಶಾಲೆಗಳು, 126 ಅನುದಾನಿತ ಹಾಗೂ 257 ಅನುದಾನರಹಿತ ಶಾಲೆಗಳು ಸೇರಿ ಒಟ್ಟು 647 ಶಾಲೆಗಳಿಂದ ಒಟ್ಟು 36,463 ವಿದ್ಯಾರ್ಥಿಗಳು ಹೊಸದಾಗಿ ನೋಂದಾಯಿಸಿಕೊಂಡಿದ್ದಾರೆ. ಇವರಲ್ಲಿ 18,283 ಬಾಲಕರು ಹಾಗೂ 18,180 ಬಾಲಕಿಯರು ಸೇರಿದ್ದಾರೆ. ಅಲ್ಲದೆ, 636 ಖಾಸಗಿ ಹಾಗೂ 2074 ಪುನರಾವರ್ತಿತ ಅಭ್ಯರ್ಥಿಗಳು ಪರೀಕ್ಷೆ ಬರೆಯಲಿದ್ದಾರೆ. ಇದಲ್ಲದೆ, 138 ಮುಖ್ಯ ಕೇಂದ್ರಗಳಲ್ಲಿ ಸಿಸಿ ಕ್ಯಾಮರಾ ಅಳವಡಿಸಲಾಗಿದೆ. ಪ್ರಶ್ನೆಪತ್ರಿಕೆಗಳನ್ನು ಜಿಲ್ಲಾ ಖಜಾನೆಯಲ್ಲಿ ಭದ್ರವಾಗಿರಿಸಲಾಗಿದ್ದು, ಪೊಲೀಸ್ ಬಂದೋಬಸ್ತ್ ಏರ್ಪಡಿಸಲಾಗಿದೆ. ಪರೀಕ್ಷಾ ಕೇಂದ್ರಗಳಲ್ಲಿ ಮೊಬೈಲ್ ಫೋನ್ ನಿಷೇಧಿಸಲಾಗಿದೆ. ವಿದ್ಯಾರ್ಥಿಗಳು ಪ್ರವೇಶ ಪತ್ರದೊಂದಿಗೆ ಅರ್ಧ ಗಂಟೆ ಮುಂಚಿತವಾಗಿ ಕೇಂದ್ರಕ್ಕೆ ಹಾಜರಾಗಬೇಕು ಎಂದು ಡಿಡಿಪಿಐ ತಿಳಿಸಿದ್ದಾರೆ. ಜಿಲ್ಲಾ ಮಟ್ಟದ ಜಾಗೃತ ದಳ ಹಾಗೂ ವಿಚಕ್ಷಣಾ ತಂಡಗಳನ್ನು ರಚಿಸಲಾಗಿದೆ. xyxy=(537,714,806,923)
letter2-title xyxy=(176,1484,500,1569)
pool-illustration xyxy=(537,1713,903,1898)
column-rule xyxy=(518,199,519,2069)
quote-author: –ಚಾಣಕ್ಯ xyxy=(330,543,478,568)
samjhauta-headline-line: ಸಂಜೋತಾ ಸ್ಫೋಟ ಪ್ರಕರಣ: ಅಸೀಮಾನಂದ xyxy=(1178,209,1418,229)
jds-headline-line: ಜೆಡಿಎಸ್ ತನ್ನ ಎರಡು xyxy=(1189,1602,1394,1637)
sslc-bullet-text: ಹೊಸ ಅಭ್ಯರ್ಥಿಗಳು, ಖಾಸಗಿ, ಪುನರಾವರ್ತಿತ ಅಭ್ಯರ್ಥಿಗಳು ಸೇರಿ ಒಟ್ಟು 39173 ಪರೀಕ್ಷಾರ್ಥಿಗಳು xyxy=(852,340,1111,375)
muda-headline-line: ಮುಡಾದಿಂದ ವಿಜಯನಗರ, xyxy=(662,1600,986,1642)
devegowda-illustration xyxy=(537,1088,768,1329)
letters-heading-2: ಪತ್ರಗಳು xyxy=(324,697,382,723)
